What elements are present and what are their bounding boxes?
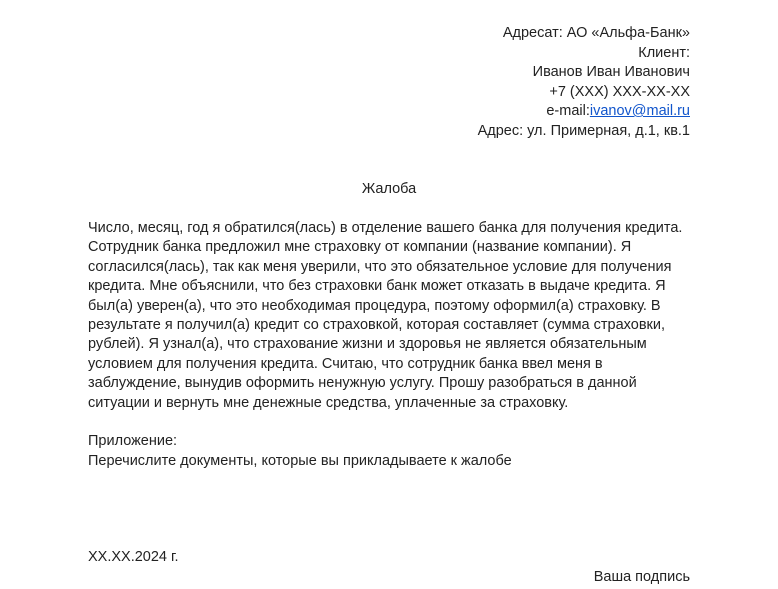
body-line: согласился(лась), так как меня уверили, что это обязательное условие для получения	[88, 258, 672, 275]
body-line: заблуждение, вынудив оформить ненужную услугу. Прошу разобраться в данной	[88, 375, 637, 392]
document-title: Жалоба	[361, 181, 417, 197]
body-line: Сотрудник банка предложил мне страховку от компании (название компании). Я	[88, 239, 632, 256]
body-line: был(а) уверен(а), что это необходимая процедура, поэтому оформил(а) страховку. В	[88, 297, 661, 314]
date-line: XX.XX.2024 г.	[88, 549, 179, 565]
signature-line: Ваша подпись	[593, 569, 690, 585]
address-line: Адрес: ул. Примерная, д.1, кв.1	[477, 122, 690, 139]
email-line	[230, 102, 690, 122]
attachments-label: Приложение:	[88, 433, 178, 449]
attachments-section	[88, 432, 692, 471]
body-line: кредита. Мне объяснили, что без страховки банк может отказать в выдаче кредита. Я	[88, 278, 666, 295]
body-line: условием для получения кредита. Считаю, что сотрудник банка ввел меня в	[88, 355, 603, 372]
client-name: Иванов Иван Иванович	[532, 64, 690, 80]
recipient-line: Адресат: АО «Альфа-Банк»	[502, 25, 690, 41]
email-prefix: e-mail:	[546, 103, 590, 119]
email-link[interactable]: ivanov@mail.ru	[589, 103, 690, 119]
phone-line: +7 (XXX) XXX-XX-XX	[549, 83, 690, 100]
body-line: Число, месяц, год я обратился(лась) в отделение вашего банка для получения кредита.	[88, 220, 683, 236]
attachments-text: Перечислите документы, которые вы прикладываете к жалобе	[88, 452, 512, 469]
client-label: Клиент:	[638, 44, 690, 61]
body-line: ситуации и вернуть мне денежные средства, уплаченные за страховку.	[88, 394, 569, 411]
addressee-block	[230, 24, 690, 141]
body-line: рублей). Я узнал(а), что страхование жизни и здоровья не является обязательным	[88, 336, 647, 353]
complaint-body	[88, 219, 692, 413]
body-line: результате я получил(а) кредит со страховкой, которая составляет (сумма страховки,	[88, 317, 665, 334]
